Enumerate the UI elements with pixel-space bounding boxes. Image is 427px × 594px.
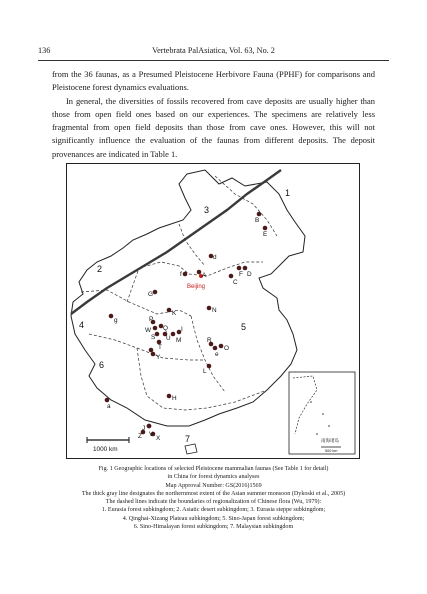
- hainan-island: [185, 444, 197, 454]
- site-label: D: [247, 271, 252, 278]
- journal-title: Vertebrata PalAsiatica, Vol. 63, No. 2: [152, 46, 275, 55]
- monsoon-line: [71, 170, 281, 314]
- site-dot: [147, 424, 152, 429]
- site-label: Z: [138, 433, 142, 440]
- site-label: P: [149, 316, 154, 323]
- site-dot: [219, 344, 224, 349]
- site-label: W: [145, 327, 152, 334]
- site-dot: [167, 394, 172, 399]
- scale-label: 1000 km: [93, 446, 118, 453]
- scale-bar: [87, 437, 129, 453]
- site-label: e: [215, 351, 219, 358]
- caption-line: 6. Sino-Himalayan forest subkingdom; 7. Malaysian subkingdom: [133, 524, 294, 531]
- south-china-sea-inset: [289, 372, 355, 454]
- site-label: B: [255, 217, 260, 224]
- site-label: a: [107, 403, 111, 410]
- site-label: U: [166, 335, 171, 342]
- site-label: H: [172, 395, 177, 402]
- site-label: N: [212, 307, 217, 314]
- caption-line: 1. Eurasia forest subkingdom; 2. Asiatic desert subkingdom; 3. Eurasia steppe subkingdom;: [101, 507, 326, 514]
- zone-label: 7: [185, 434, 191, 444]
- caption-line: Fig. 1 Geographic locations of selected Pleistocene mammalian faunas (See Table 1 for detail): [98, 466, 329, 472]
- inset-title: 南海诸岛: [321, 439, 339, 444]
- site-label: M: [176, 337, 182, 344]
- site-label: K: [172, 310, 177, 317]
- page-number: 136: [38, 46, 51, 55]
- site-dot: [263, 226, 268, 231]
- site-dot: [153, 326, 158, 331]
- site-dot: [197, 270, 202, 275]
- caption-line: 4. Qinghai-Xizang Plateau subkingdom; 5. Sino-Japan forest subkingdom;: [122, 515, 305, 522]
- site-label: F: [239, 271, 243, 278]
- site-label: V: [149, 431, 154, 438]
- figure-caption: [40, 465, 387, 531]
- zone-label: 6: [99, 360, 105, 370]
- site-label: R: [207, 337, 212, 344]
- site-label: S: [151, 334, 156, 341]
- site-label: f: [180, 271, 182, 278]
- site-label: G: [148, 291, 153, 298]
- capital-label: Beijing: [187, 284, 206, 290]
- site-dot: [171, 332, 176, 337]
- header-rule: [38, 60, 389, 61]
- site-label: Y: [156, 354, 161, 361]
- caption-line: The thick gray line designates the northernmost extent of the Asian summer monsoon (Dykoski et al., 2005): [81, 490, 346, 497]
- caption-line: The dashed lines indicate the boundaries of regionalization of Chinese flora (Wu, 1979):: [105, 499, 322, 506]
- china-fauna-map: [66, 163, 360, 459]
- inset-scale: 500 km: [325, 449, 338, 453]
- flora-boundaries: [81, 176, 277, 410]
- body-text: [52, 68, 375, 161]
- site-label: T: [158, 344, 162, 351]
- site-dot: [183, 272, 188, 277]
- site-dot: [109, 314, 114, 319]
- site-label: J: [142, 425, 146, 432]
- site-label: Q: [163, 325, 168, 332]
- paragraph: from the 36 faunas, as a Presumed Pleistocene Herbivore Fauna (PPHF) for comparisons and Pleistocene forest dynamics evaluations.: [52, 69, 375, 93]
- site-dot: [155, 332, 160, 337]
- site-label: X: [156, 435, 161, 442]
- zone-label: 1: [285, 188, 291, 198]
- site-dot: [257, 212, 262, 217]
- paragraph: In general, the diversities of fossils recovered from cave deposits are usually higher than those from open field ones based on our experiences. The specimens are relatively less fragmental from open field deposits than those from cave ones. However, this will not significantly influence the evaluation of the faunas from different deposits. The deposit provenances are indicated in Table 1.: [52, 95, 375, 159]
- site-dot: [243, 266, 248, 271]
- china-outline: [71, 170, 305, 426]
- site-dot: [153, 290, 158, 295]
- site-dot: [167, 308, 172, 313]
- caption-line: in China for forest dynamics analyses: [167, 474, 260, 481]
- site-dot: [151, 352, 156, 357]
- site-label: O: [224, 345, 229, 352]
- running-header: [38, 46, 389, 58]
- site-label: L: [203, 368, 207, 375]
- site-label: d: [213, 254, 217, 261]
- site-dot: [149, 348, 154, 353]
- zone-label: 2: [97, 264, 103, 274]
- site-label: I: [181, 326, 183, 333]
- site-dot: [207, 306, 212, 311]
- site-dot: [213, 346, 218, 351]
- site-dot: [207, 364, 212, 369]
- site-dot: [229, 274, 234, 279]
- caption-line: Map Approval Number: GS(2016)1569: [165, 482, 262, 489]
- site-label: A: [202, 272, 207, 279]
- zone-label: 4: [79, 320, 85, 330]
- site-label: E: [263, 231, 268, 238]
- zone-label: 3: [204, 205, 210, 215]
- site-dot: [105, 398, 110, 403]
- map-svg: [67, 164, 361, 460]
- site-dot: [237, 266, 242, 271]
- site-label: g: [114, 317, 118, 324]
- site-label: C: [233, 279, 238, 286]
- zone-label: 5: [241, 322, 247, 332]
